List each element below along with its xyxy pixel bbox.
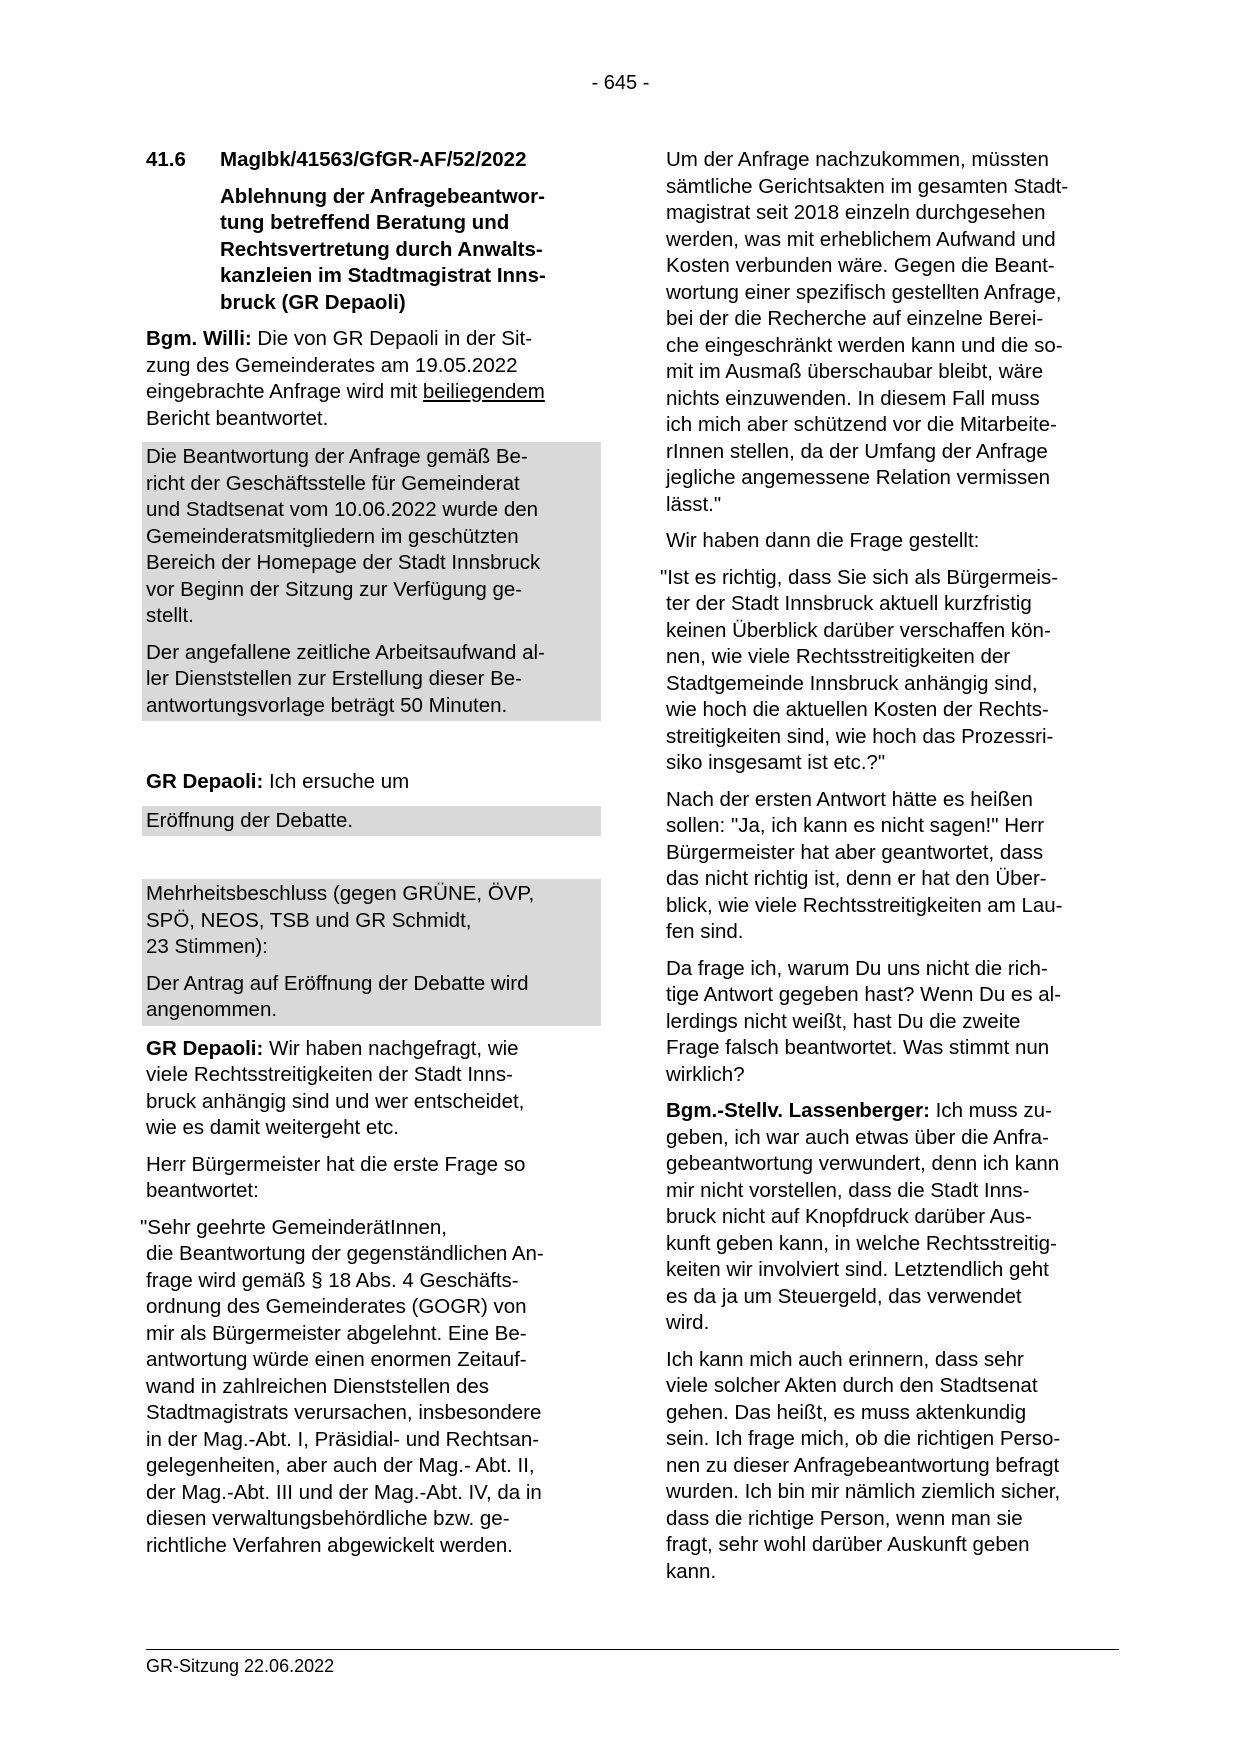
text-line: ordnung des Gemeinderates (GOGR) von — [146, 1295, 527, 1318]
item-title-line: bruck (GR Depaoli) — [220, 290, 406, 314]
text-line: Da frage ich, warum Du uns nicht die rich- — [666, 956, 1048, 980]
text-line: Wir haben dann die Frage gestellt: — [666, 529, 980, 552]
speaker-name: GR Depaoli: — [146, 1036, 264, 1060]
text-line: Stadtmagistrats verursachen, insbesondere — [146, 1401, 542, 1424]
paragraph-lassenberger — [666, 1098, 1119, 1337]
paragraph-depaoli — [146, 1036, 599, 1142]
text-line: tige Antwort gegeben hast? Wenn Du es al- — [666, 983, 1062, 1006]
text-line: viele solcher Akten durch den Stadtsenat — [666, 1374, 1038, 1397]
text-line: kunft geben kann, in welche Rechtsstreitig- — [666, 1231, 1057, 1255]
text-line: Mehrheitsbeschluss (gegen GRÜNE, ÖVP, — [146, 882, 535, 905]
text-line: Der Antrag auf Eröffnung der Debatte wird — [146, 971, 529, 995]
text-line: Bericht beantwortet. — [146, 406, 329, 430]
text-line: Die Beantwortung der Anfrage gemäß Be- — [146, 445, 528, 468]
text-line: gehen. Das heißt, es muss aktenkundig — [666, 1400, 1027, 1424]
text-line: gelegenheiten, aber auch der Mag.- Abt. II, — [146, 1454, 535, 1477]
speaker-name: Bgm. Willi: — [146, 327, 252, 350]
text-line: wie hoch die aktuellen Kosten der Rechts- — [666, 698, 1049, 721]
paragraph — [666, 1347, 1119, 1586]
text-line: richt der Geschäftsstelle für Gemeinderat — [146, 471, 520, 495]
text-line: in der Mag.-Abt. I, Präsidial- und Rechtsan- — [146, 1427, 540, 1451]
text-line: bruck anhängig sind und wer entscheidet, — [146, 1089, 525, 1113]
text-line: wand in zahlreichen Dienststellen des — [146, 1374, 490, 1398]
text-line: werden, was mit erheblichem Aufwand und — [666, 227, 1056, 251]
text-run: Wir haben nachgefragt, wie — [263, 1036, 519, 1060]
shaded-paragraph — [146, 971, 597, 1024]
text-line: Eröffnung der Debatte. — [146, 808, 354, 832]
text-line: SPÖ, NEOS, TSB und GR Schmidt, — [146, 908, 472, 932]
page-number: - 645 - — [591, 72, 650, 94]
text-line: streitigkeiten sind, wie hoch das Prozessri- — [666, 724, 1054, 748]
text-run: Ich ersuche um — [263, 770, 410, 793]
text-line: viele Rechtsstreitigkeiten der Stadt Inns- — [146, 1063, 513, 1086]
text-line: beantwortet: — [146, 1179, 259, 1202]
shaded-box-resolution — [142, 879, 601, 1026]
text-line: es da ja um Steuergeld, das verwendet — [666, 1284, 1022, 1308]
paragraph — [666, 147, 1119, 518]
text-line: mit im Ausmaß überschaubar bleibt, wäre — [666, 360, 1044, 383]
shaded-paragraph — [146, 444, 597, 630]
shaded-box-info — [142, 442, 601, 721]
text-line: wie es damit weitergeht etc. — [146, 1116, 399, 1139]
text-line: bruck nicht auf Knopfdruck darüber Aus- — [666, 1205, 1032, 1228]
text-line: sämtliche Gerichtsakten im gesamten Stadt- — [666, 174, 1069, 198]
text-line: wurden. Ich bin mir nämlich ziemlich sicher, — [666, 1480, 1061, 1503]
text-line: vor Beginn der Sitzung zur Verfügung ge- — [146, 577, 523, 601]
speaker-name: GR Depaoli: — [146, 770, 264, 793]
text-line: die Beantwortung der gegenständlichen An- — [146, 1242, 544, 1265]
text-line: Ich kann mich auch erinnern, dass sehr — [666, 1347, 1024, 1371]
text-line: ter der Stadt Innsbruck aktuell kurzfristig — [666, 592, 1032, 615]
paragraph — [666, 787, 1119, 946]
text-line: nichts einzuwenden. In diesem Fall muss — [666, 386, 1040, 410]
text-line: blick, wie viele Rechtsstreitigkeiten am Lau- — [666, 893, 1063, 917]
paragraph — [146, 1152, 599, 1205]
right-column — [660, 147, 1119, 1585]
item-number: 41.6 — [146, 148, 186, 171]
text-line: Stadtgemeinde Innsbruck anhängig sind, — [666, 671, 1038, 695]
text-line: Kosten verbunden wäre. Gegen die Beant- — [666, 254, 1055, 277]
text-line: zung des Gemeinderates am 19.05.2022 — [146, 353, 518, 377]
quote-paragraph — [140, 1215, 599, 1560]
text-line: lässt." — [666, 492, 722, 516]
paragraph — [666, 528, 1119, 555]
paragraph — [666, 956, 1119, 1089]
footer-text: GR-Sitzung 22.06.2022 — [146, 1656, 335, 1676]
underlined-link-text: beiliegendem — [422, 380, 545, 403]
text-line: das nicht richtig ist, denn er hat den Über- — [666, 867, 1047, 890]
text-line: keiten wir involviert sind. Letztendlich geht — [666, 1258, 1049, 1281]
item-title-line: Rechtsvertretung durch Anwalts- — [220, 237, 543, 261]
text-line: frage wird gemäß § 18 Abs. 4 Geschäfts- — [146, 1268, 519, 1292]
item-title — [220, 184, 599, 317]
text-line: sein. Ich frage mich, ob die richtigen Perso- — [666, 1427, 1061, 1450]
text-line: Bereich der Homepage der Stadt Innsbruck — [146, 551, 541, 574]
paragraph-depaoli-request — [146, 769, 599, 796]
text-line: kann. — [666, 1559, 717, 1583]
item-title-line: Ablehnung der Anfragebeantwor- — [220, 184, 545, 208]
text-line: wird. — [666, 1311, 710, 1334]
text-line: fen sind. — [666, 920, 744, 943]
text-line: keinen Überblick darüber verschaffen kön- — [666, 618, 1051, 642]
quote-paragraph — [660, 565, 1119, 777]
text-line: che eingeschränkt werden kann und die so- — [666, 333, 1063, 357]
text-line: der Mag.-Abt. III und der Mag.-Abt. IV, da in — [146, 1480, 542, 1504]
item-heading — [146, 147, 599, 174]
item-title-line: kanzleien im Stadtmagistrat Inns- — [220, 264, 546, 287]
text-line: mir als Bürgermeister abgelehnt. Eine Be- — [146, 1321, 527, 1345]
text-line: dass die richtige Person, wenn man sie — [666, 1506, 1023, 1530]
text-line: richtliche Verfahren abgewickelt werden. — [146, 1533, 513, 1557]
text-line: antwortung würde einen enormen Zeitauf- — [146, 1348, 527, 1371]
text-line: nen zu dieser Anfragebeantwortung befragt — [666, 1453, 1060, 1477]
text-line: Herr Bürgermeister hat die erste Frage so — [146, 1152, 526, 1176]
shaded-box-motion — [142, 806, 601, 837]
text-line: "Ist es richtig, dass Sie sich als Bürgermeis- — [660, 565, 1059, 589]
text-line: gebeantwortung verwundert, denn ich kann — [666, 1152, 1060, 1175]
text-line: nen, wie viele Rechtsstreitigkeiten der — [666, 645, 1011, 668]
text-line: ich mich aber schützend vor die Mitarbeite- — [666, 413, 1057, 436]
text-line: "Sehr geehrte GemeinderätInnen, — [140, 1215, 447, 1239]
text-line: sollen: "Ja, ich kann es nicht sagen!" Herr — [666, 814, 1045, 837]
text-line: siko insgesamt ist etc.?" — [666, 751, 886, 774]
text-line: 23 Stimmen): — [146, 935, 268, 958]
text-line: und Stadtsenat vom 10.06.2022 wurde den — [146, 498, 539, 521]
text-line: magistrat seit 2018 einzeln durchgesehen — [666, 201, 1046, 224]
item-reference: MagIbk/41563/GfGR-AF/52/2022 — [220, 148, 527, 171]
footer-divider — [146, 1649, 1119, 1650]
text-line: jegliche angemessene Relation vermissen — [666, 466, 1051, 489]
text-line: Gemeinderatsmitgliedern im geschützten — [146, 524, 519, 548]
text-line: geben, ich war auch etwas über die Anfra- — [666, 1125, 1049, 1149]
text-line: angenommen. — [146, 998, 278, 1021]
text-line: Nach der ersten Antwort hätte es heißen — [666, 787, 1033, 811]
text-line: stellt. — [146, 604, 194, 627]
text-run: Ich muss zu- — [929, 1099, 1052, 1122]
text-run: Die von GR Depaoli in der Sit- — [251, 327, 533, 350]
speaker-name: Bgm.-Stellv. Lassenberger: — [666, 1099, 930, 1122]
shaded-paragraph — [146, 881, 597, 961]
text-line: bei der die Recherche auf einzelne Berei- — [666, 307, 1044, 330]
text-line: Der angefallene zeitliche Arbeitsaufwand al- — [146, 640, 545, 664]
text-line: fragt, sehr wohl darüber Auskunft geben — [666, 1533, 1030, 1556]
text-line: Bürgermeister hat aber geantwortet, dass — [666, 840, 1044, 864]
text-line: antwortungsvorlage beträgt 50 Minuten. — [146, 693, 508, 717]
shaded-paragraph — [146, 640, 597, 720]
text-line: Um der Anfrage nachzukommen, müssten — [666, 148, 1049, 171]
text-line: Frage falsch beantwortet. Was stimmt nun — [666, 1036, 1050, 1059]
text-line: ler Dienststellen zur Erstellung dieser Be- — [146, 667, 522, 690]
text-line: wirklich? — [666, 1062, 745, 1086]
text-line: mir nicht vorstellen, dass die Stadt Inns- — [666, 1178, 1030, 1202]
text-line: rInnen stellen, da der Umfang der Anfrage — [666, 439, 1048, 463]
left-column — [140, 147, 599, 1559]
paragraph-willi — [146, 326, 599, 432]
text-line: diesen verwaltungsbehördliche bzw. ge- — [146, 1507, 510, 1530]
text-run: eingebrachte Anfrage wird mit — [146, 380, 423, 403]
text-line: lerdings nicht weißt, hast Du die zweite — [666, 1009, 1021, 1033]
item-title-line: tung betreffend Beratung und — [220, 211, 510, 234]
text-line: wortung einer spezifisch gestellten Anfrage, — [666, 280, 1062, 304]
